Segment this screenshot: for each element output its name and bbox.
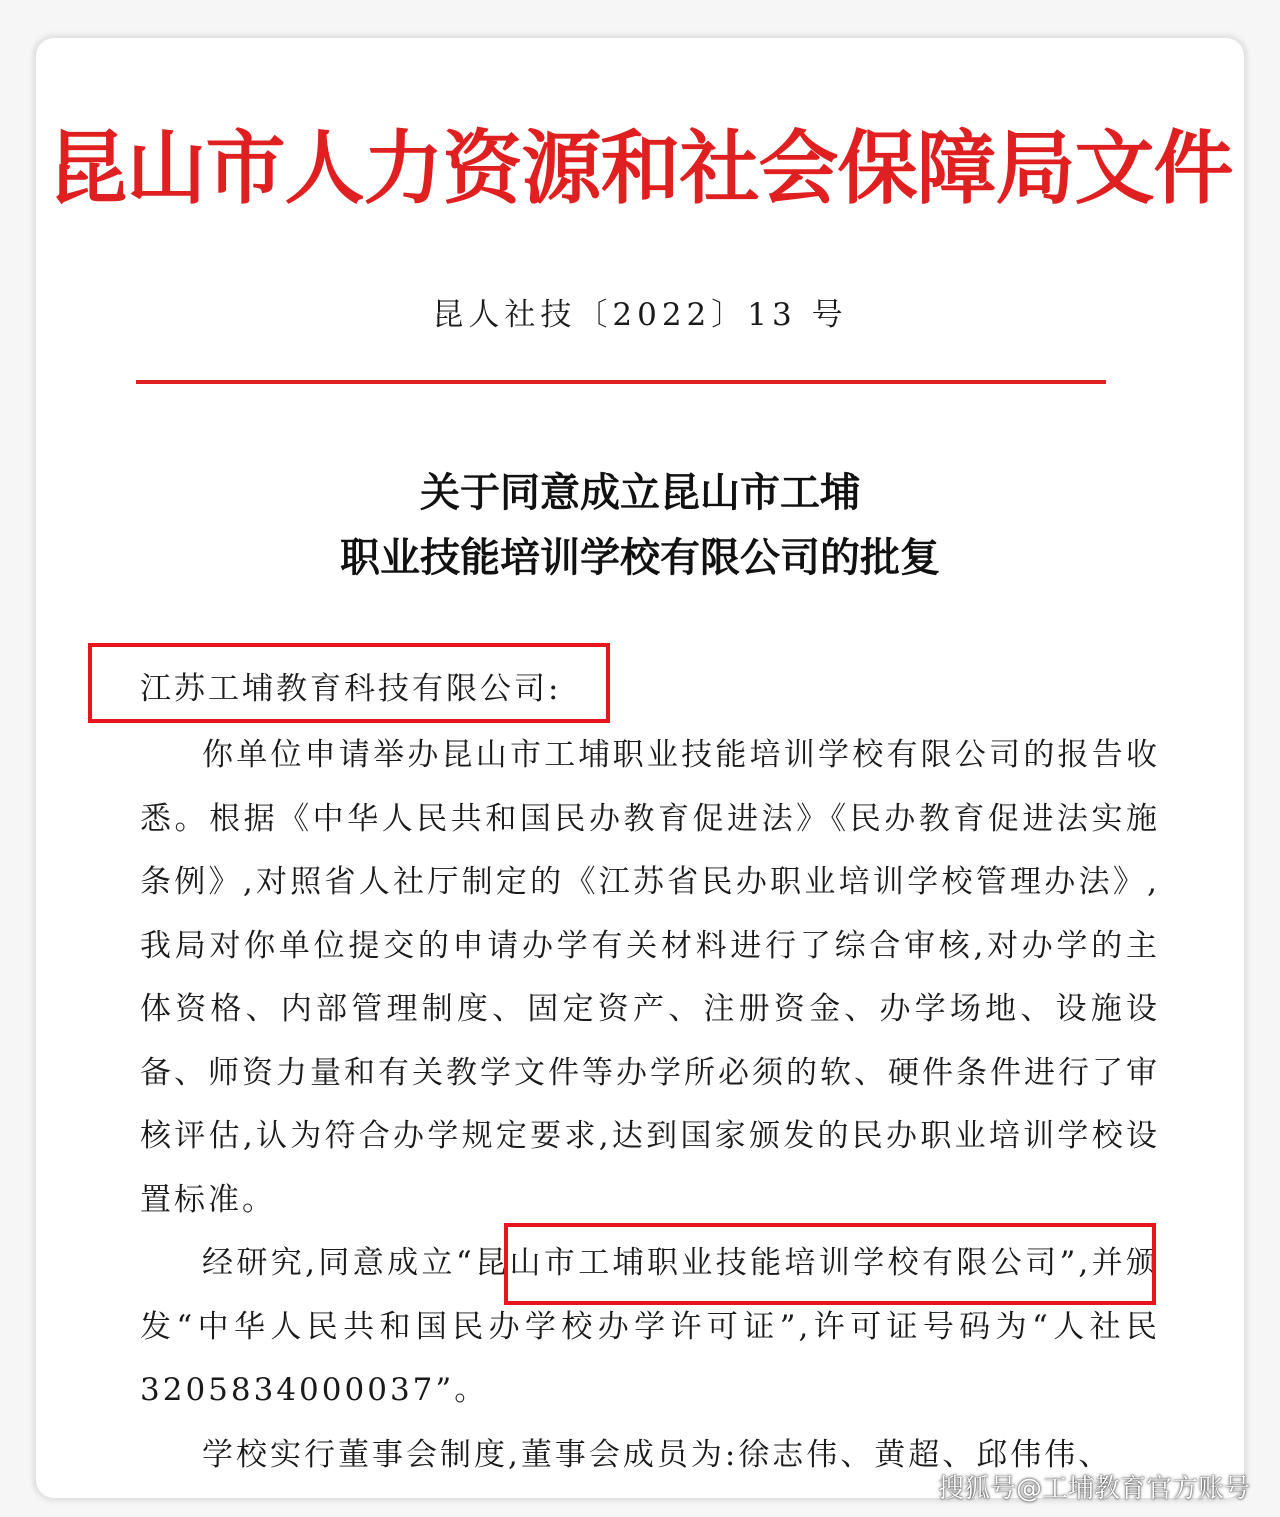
- addressee: 江苏工埔教育科技有限公司:: [140, 671, 562, 707]
- document-page: [36, 38, 1244, 1498]
- document-title-line-1: 关于同意成立昆山市工埔: [420, 469, 860, 516]
- body-paragraph-1: 你单位申请举办昆山市工埔职业技能培训学校有限公司的报告收悉。根据《中华人民共和国民办教育促进法》《民办教育促进法实施条例》,对照省人社厅制定的《江苏省民办职业培训学校管理办法》,我局对你单位提交的申请办学有关材料进行了综合审核,对办学的主体资格、内部管理制度、固定资产、注册资金、办学场地、设施设备、师资力量和有关教学文件等办学所必须的软、硬件条件进行了审核评估,认为符合办学规定要求,达到国家颁发的民办职业培训学校设置标准。: [140, 737, 1160, 1218]
- body-paragraph-3: 学校实行董事会制度,董事会成员为:徐志伟、黄超、邱伟伟、: [202, 1437, 1113, 1473]
- document-masthead: 昆山市人力资源和社会保障局文件: [47, 121, 1233, 215]
- document-title-line-2: 职业技能培训学校有限公司的批复: [340, 534, 940, 581]
- highlight-box-school-name: [504, 1223, 1156, 1305]
- red-divider-line: [136, 380, 1106, 384]
- body-paragraph-2: 经研究,同意成立“昆山市工埔职业技能培训学校有限公司”,并颁发“中华人民共和国民办学校办学许可证”,许可证号码为“人社民 3205834000037”。: [140, 1245, 1160, 1408]
- sohu-watermark: 搜狐号@工埔教育官方账号: [937, 1474, 1250, 1504]
- document-number: 昆人社技〔2022〕13 号: [432, 297, 848, 333]
- highlight-box-addressee: [88, 643, 610, 723]
